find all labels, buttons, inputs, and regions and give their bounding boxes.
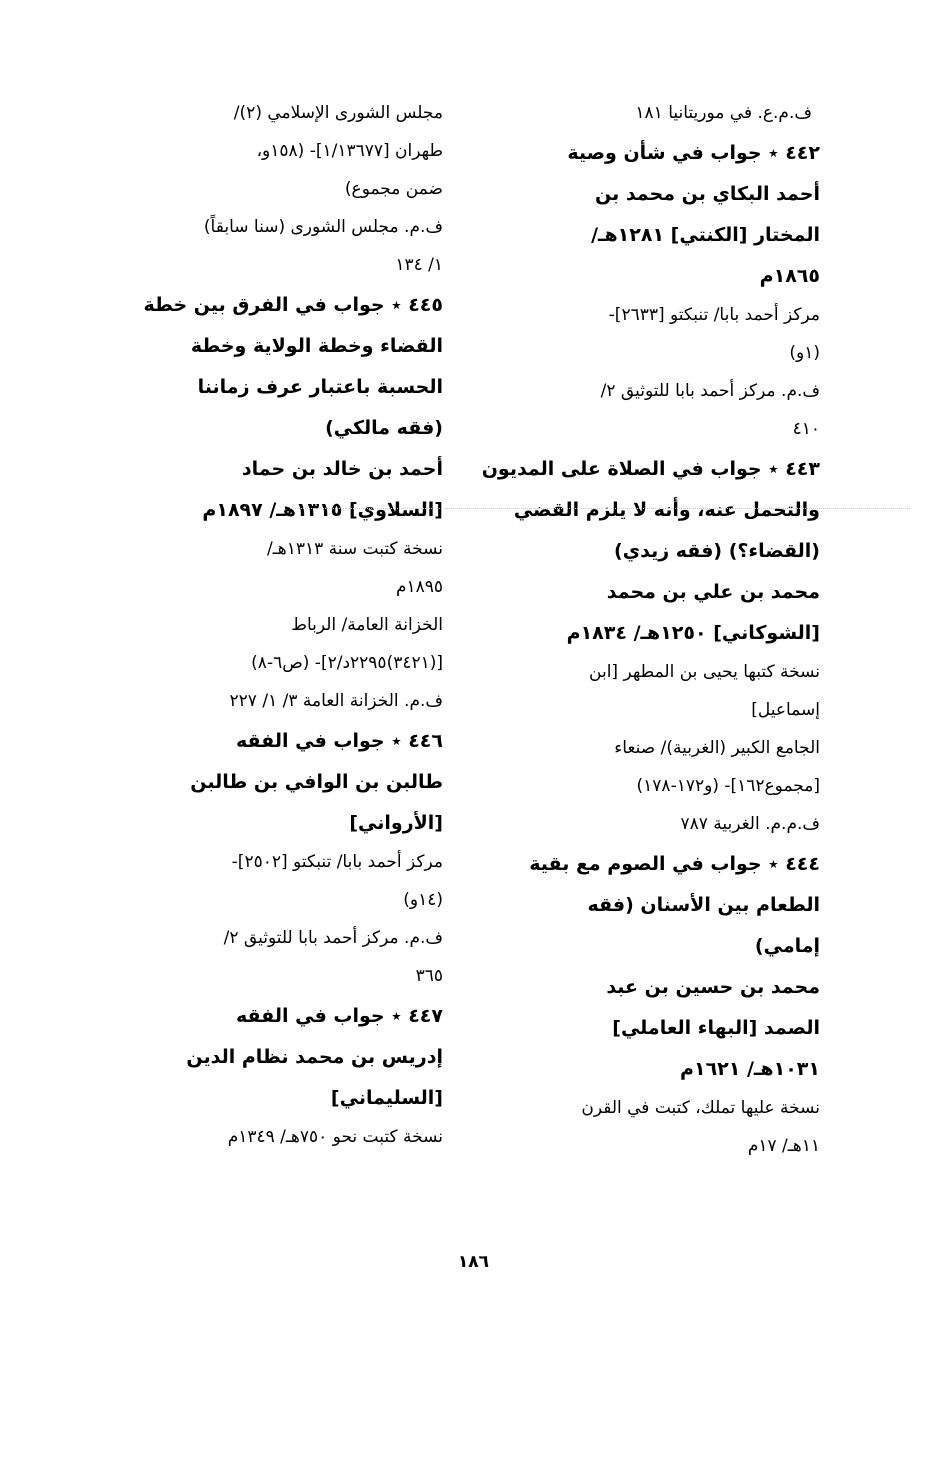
entry-heading-line: [السلاوي] ١٣١٥هـ/ ١٨٩٧م [202, 499, 443, 521]
scan-artifact-line [290, 508, 910, 509]
entry-detail-line: نسخة كتبت سنة ١٣١٣هـ/ [267, 539, 443, 559]
entry-detail-line: ضمن مجموع) [344, 179, 443, 199]
page-number: ١٨٦ [457, 1252, 490, 1272]
entry-heading-line: ٤٤٣ ٭ جواب في الصلاة على المديون [481, 458, 820, 480]
entry-detail-line: ١٨٩٥م [395, 577, 443, 597]
entry-detail-line: نسخة كتبت نحو ٧٥٠هـ/ ١٣٤٩م [227, 1127, 443, 1147]
entry-detail-line: الخزانة العامة/ الرباط [291, 615, 443, 635]
entry-heading-line: [الأرواني] [349, 812, 443, 834]
entry-detail-line: (١٤و) [403, 890, 443, 910]
entry-detail-line: ٤١٠ [792, 419, 820, 439]
entry-detail-line: ف.م. مركز أحمد بابا للتوثيق ٢/ [223, 928, 443, 948]
entry-detail-line: ف.م.ع. في موريتانيا ١٨١ [635, 103, 812, 123]
entry-heading-line: محمد بن علي بن محمد [606, 581, 820, 603]
entry-heading-line: القضاء وخطة الولاية وخطة [190, 335, 443, 357]
entry-detail-line: [مجموع١٦٢]- (و١٧٢-١٧٨) [636, 776, 820, 796]
entry-heading-line: (القضاء؟) (فقه زيدي) [614, 540, 820, 562]
entry-detail-line: الجامع الكبير (الغربية)/ صنعاء [614, 738, 820, 758]
entry-heading-line: ٤٤٢ ٭ جواب في شأن وصية [567, 142, 820, 164]
right-column [475, 95, 820, 1166]
entry-heading-line: المختار [الكنتي] ١٢٨١هـ/ [591, 224, 820, 246]
entry-heading-line: ٤٤٦ ٭ جواب في الفقه [235, 730, 443, 752]
entry-heading-line: [الشوكاني] ١٢٥٠هـ/ ١٨٣٤م [566, 622, 820, 644]
entry-detail-line: ١١هـ/ ١٧م [747, 1136, 820, 1156]
entry-heading-line: ٤٤٤ ٭ جواب في الصوم مع بقية [529, 853, 820, 875]
entry-heading-line: إمامي) [754, 935, 820, 957]
entry-heading-line: الطعام بين الأسنان (فقه [587, 894, 820, 916]
entry-heading-line: أحمد بن خالد بن حماد [241, 458, 443, 480]
entry-detail-line: ف.م.م. الغربية ٧٨٧ [680, 814, 820, 834]
entry-heading-line: [السليماني] [330, 1087, 443, 1109]
entry-heading-line: ٤٤٥ ٭ جواب في الفرق بين خطة [143, 294, 443, 316]
entry-heading-line: الصمد [البهاء العاملي] [612, 1017, 820, 1039]
entry-heading-line: إدريس بن محمد نظام الدين [186, 1046, 443, 1068]
entry-detail-line: ف.م. مجلس الشورى (سنا سابقاً) [203, 217, 443, 237]
entry-detail-line: (١و) [789, 343, 820, 363]
entry-detail-line: نسخة كتبها يحيى بن المطهر [ابن [589, 662, 820, 682]
entry-detail-line: مجلس الشورى الإسلامي (٢)/ [233, 103, 443, 123]
entry-heading-line: ١٠٣١هـ/ ١٦٢١م [680, 1058, 820, 1080]
entry-detail-line: ف.م. مركز أحمد بابا للتوثيق ٢/ [600, 381, 820, 401]
entry-detail-line: مركز أحمد بابا/ تنبكتو [٢٥٠٢]- [231, 852, 443, 872]
entry-heading-line: طالبن بن الوافي بن طالبن [190, 771, 443, 793]
entry-detail-line: طهران [١/١٣٦٧٧]- (١٥٨و، [256, 141, 443, 161]
entry-detail-line: نسخة عليها تملك، كتبت في القرن [581, 1098, 820, 1118]
entry-heading-line: محمد بن حسين بن عبد [606, 976, 820, 998]
entry-heading-line: ٤٤٧ ٭ جواب في الفقه [235, 1005, 443, 1027]
left-column [98, 95, 443, 1157]
entry-detail-line: ٣٦٥ [415, 966, 443, 986]
entry-detail-line: [(٣٤٢١)٢٢٩٥د/٢]- (ص٦-٨) [251, 653, 443, 673]
entry-detail-line: ف.م. الخزانة العامة ٣/ ١/ ٢٢٧ [229, 691, 443, 711]
entry-heading-line: (فقه مالكي) [325, 417, 443, 439]
entry-heading-line: والتحمل عنه، وأنه لا يلزم القضي [513, 499, 820, 521]
entry-heading-line: أحمد البكاي بن محمد بن [594, 183, 820, 205]
entry-detail-line: ١/ ١٣٤ [395, 255, 443, 275]
entry-detail-line: مركز أحمد بابا/ تنبكتو [٢٦٣٣]- [608, 305, 820, 325]
entry-heading-line: ١٨٦٥م [759, 265, 820, 287]
entry-detail-line: إسماعيل] [751, 700, 820, 720]
entry-heading-line: الحسبة باعتبار عرف زماننا [197, 376, 443, 398]
